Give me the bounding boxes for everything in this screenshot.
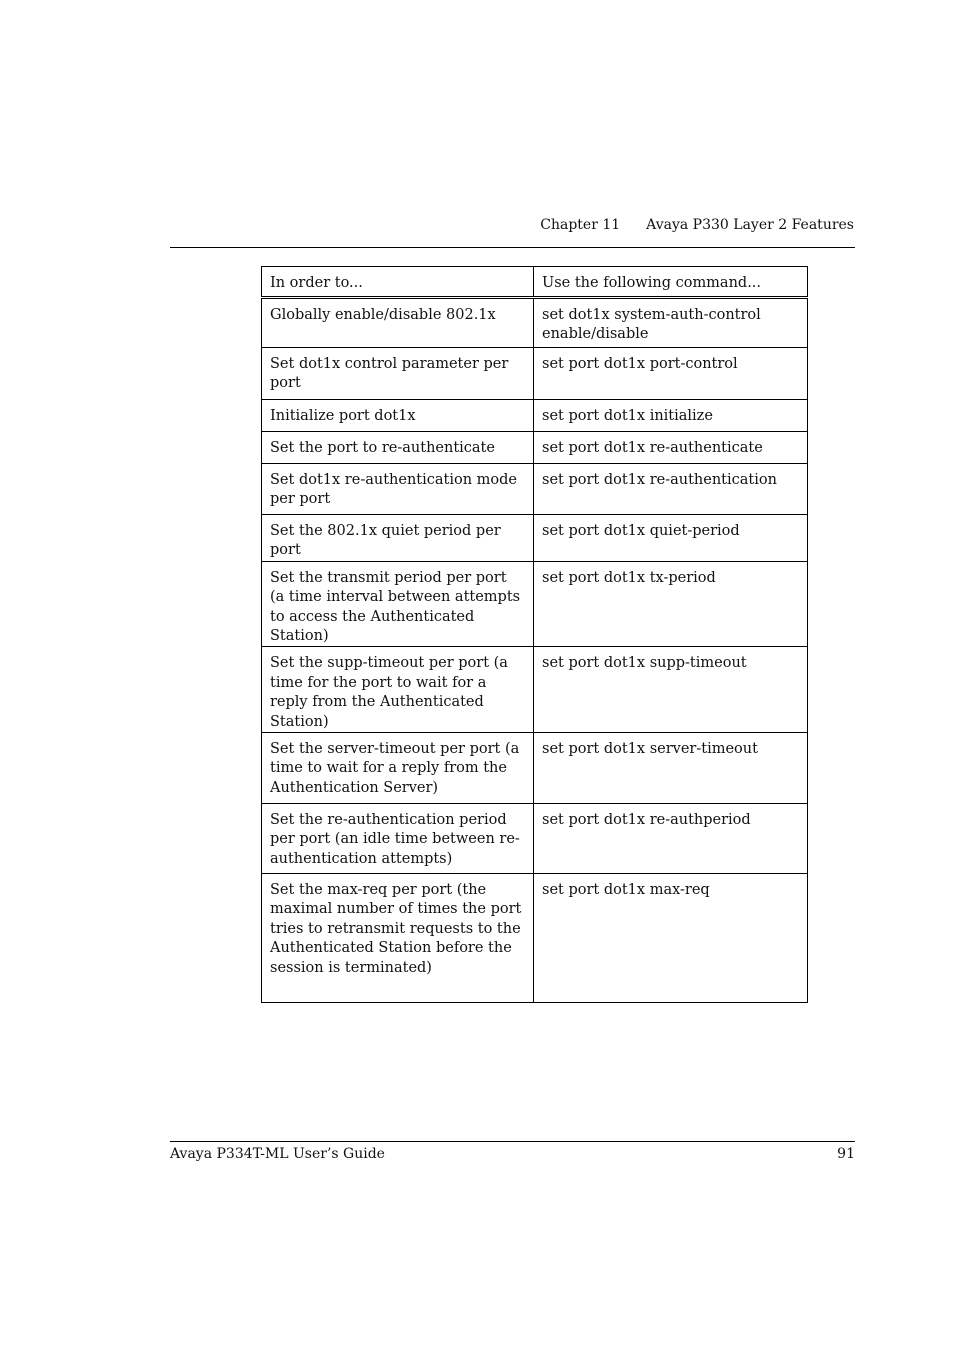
table-row bbox=[262, 400, 808, 432]
task-cell: Initialize port dot1x bbox=[262, 400, 534, 432]
command-cell: set port dot1x supp-timeout bbox=[534, 647, 808, 733]
table-row bbox=[262, 298, 808, 348]
command-cell: set port dot1x re-authenticate bbox=[534, 432, 808, 464]
chapter-label: Chapter 11 bbox=[540, 217, 621, 233]
command-cell: set port dot1x tx-period bbox=[534, 561, 808, 647]
table-row bbox=[262, 874, 808, 1003]
command-cell: set port dot1x server-timeout bbox=[534, 733, 808, 804]
task-cell: Set the 802.1x quiet period per port bbox=[262, 515, 534, 562]
table-row bbox=[262, 733, 808, 804]
table-row bbox=[262, 804, 808, 874]
command-cell: set port dot1x quiet-period bbox=[534, 515, 808, 562]
column-header-command: Use the following command... bbox=[534, 267, 808, 298]
header-rule bbox=[170, 247, 855, 248]
footer-rule bbox=[170, 1141, 855, 1142]
chapter-title: Avaya P330 Layer 2 Features bbox=[646, 217, 854, 233]
task-cell: Set the supp-timeout per port (a time for the port to wait for a reply from the Authenticated Station) bbox=[262, 647, 534, 733]
command-table bbox=[261, 266, 808, 1003]
command-cell: set port dot1x port-control bbox=[534, 348, 808, 400]
command-cell: set port dot1x re-authperiod bbox=[534, 804, 808, 874]
task-cell: Set dot1x control parameter per port bbox=[262, 348, 534, 400]
task-cell: Set the port to re-authenticate bbox=[262, 432, 534, 464]
page-header bbox=[0, 215, 854, 235]
table-header-row bbox=[262, 267, 808, 298]
task-cell: Globally enable/disable 802.1x bbox=[262, 298, 534, 348]
table-row bbox=[262, 348, 808, 400]
task-cell: Set dot1x re-authentication mode per port bbox=[262, 464, 534, 515]
command-cell: set port dot1x initialize bbox=[534, 400, 808, 432]
task-cell: Set the server-timeout per port (a time to wait for a reply from the Authentication Server) bbox=[262, 733, 534, 804]
command-cell: set port dot1x re-authentication bbox=[534, 464, 808, 515]
table-row bbox=[262, 515, 808, 562]
task-cell: Set the re-authentication period per port (an idle time between re-authentication attempts) bbox=[262, 804, 534, 874]
table-row bbox=[262, 561, 808, 647]
table-row bbox=[262, 432, 808, 464]
command-cell: set dot1x system-auth-control enable/disable bbox=[534, 298, 808, 348]
page-number: 91 bbox=[837, 1146, 855, 1162]
task-cell: Set the transmit period per port (a time interval between attempts to access the Authenticated Station) bbox=[262, 561, 534, 647]
footer-guide-title: Avaya P334T-ML User’s Guide bbox=[170, 1146, 385, 1162]
command-cell: set port dot1x max-req bbox=[534, 874, 808, 1003]
task-cell: Set the max-req per port (the maximal number of times the port tries to retransmit requests to the Authenticated Station before the session is terminated) bbox=[262, 874, 534, 1003]
table-row bbox=[262, 464, 808, 515]
table-row bbox=[262, 647, 808, 733]
column-header-task: In order to... bbox=[262, 267, 534, 298]
